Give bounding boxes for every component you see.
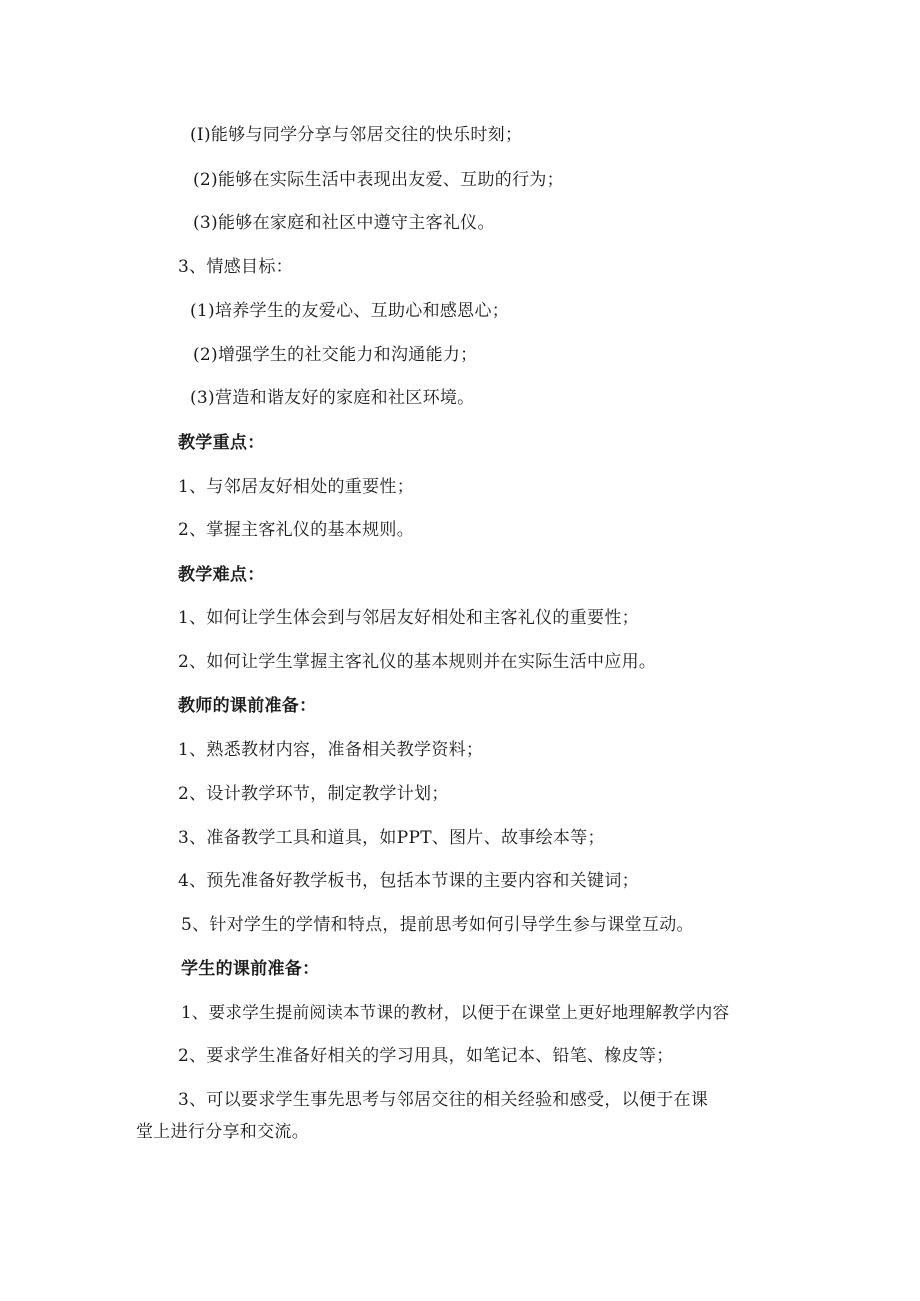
- difficulty-item-1: 1、如何让学生体会到与邻居友好相处和主客礼仪的重要性；: [178, 608, 639, 628]
- section-heading-student-prep: 学生的课前准备：: [181, 959, 320, 979]
- teacher-prep-item-5: 5、针对学生的学情和特点，提前思考如何引导学生参与课堂互动。: [181, 915, 694, 935]
- emotional-goal-item-2: (2)增强学生的社交能力和沟通能力；: [193, 345, 478, 365]
- emotional-goal-item-3: (3)营造和谐友好的家庭和社区环境。: [190, 388, 475, 408]
- student-prep-item-3: 3、可以要求学生事先思考与邻居交往的相关经验和感受，以便于在课堂上进行分享和交流。: [136, 1090, 709, 1142]
- section-heading-emotional-goals: 3、情感目标：: [178, 257, 293, 277]
- teacher-prep-item-1: 1、熟悉教材内容，准备相关教学资料；: [178, 740, 484, 760]
- student-prep-item-1: 1、要求学生提前阅读本节课的教材，以便于在课堂上更好地理解教学内容: [181, 1003, 730, 1022]
- section-heading-teacher-prep: 教师的课前准备：: [178, 696, 317, 716]
- emotional-goal-item-1: (1)培养学生的友爱心、互助心和感恩心；: [190, 301, 510, 321]
- teacher-prep-item-2: 2、设计教学环节，制定教学计划；: [178, 784, 449, 804]
- key-point-item-1: 1、与邻居友好相处的重要性；: [178, 477, 415, 497]
- goal-item-3: (3)能够在家庭和社区中遵守主客礼仪。: [193, 213, 495, 233]
- goal-item-1: (I)能够与同学分享与邻居交往的快乐时刻；: [190, 125, 523, 145]
- section-heading-key-points: 教学重点：: [178, 433, 265, 453]
- key-point-item-2: 2、掌握主客礼仪的基本规则。: [178, 520, 415, 540]
- section-heading-difficulties: 教学难点：: [178, 565, 265, 585]
- teacher-prep-item-4: 4、预先准备好教学板书，包括本节课的主要内容和关键词；: [178, 871, 639, 891]
- teacher-prep-item-3: 3、准备教学工具和道具，如PPT、图片、故事绘本等；: [178, 828, 605, 848]
- goal-item-2: (2)能够在实际生活中表现出友爱、互助的行为；: [193, 170, 564, 190]
- student-prep-item-2: 2、要求学生准备好相关的学习用具，如笔记本、铅笔、橡皮等；: [178, 1046, 674, 1066]
- difficulty-item-2: 2、如何让学生掌握主客礼仪的基本规则并在实际生活中应用。: [178, 652, 657, 672]
